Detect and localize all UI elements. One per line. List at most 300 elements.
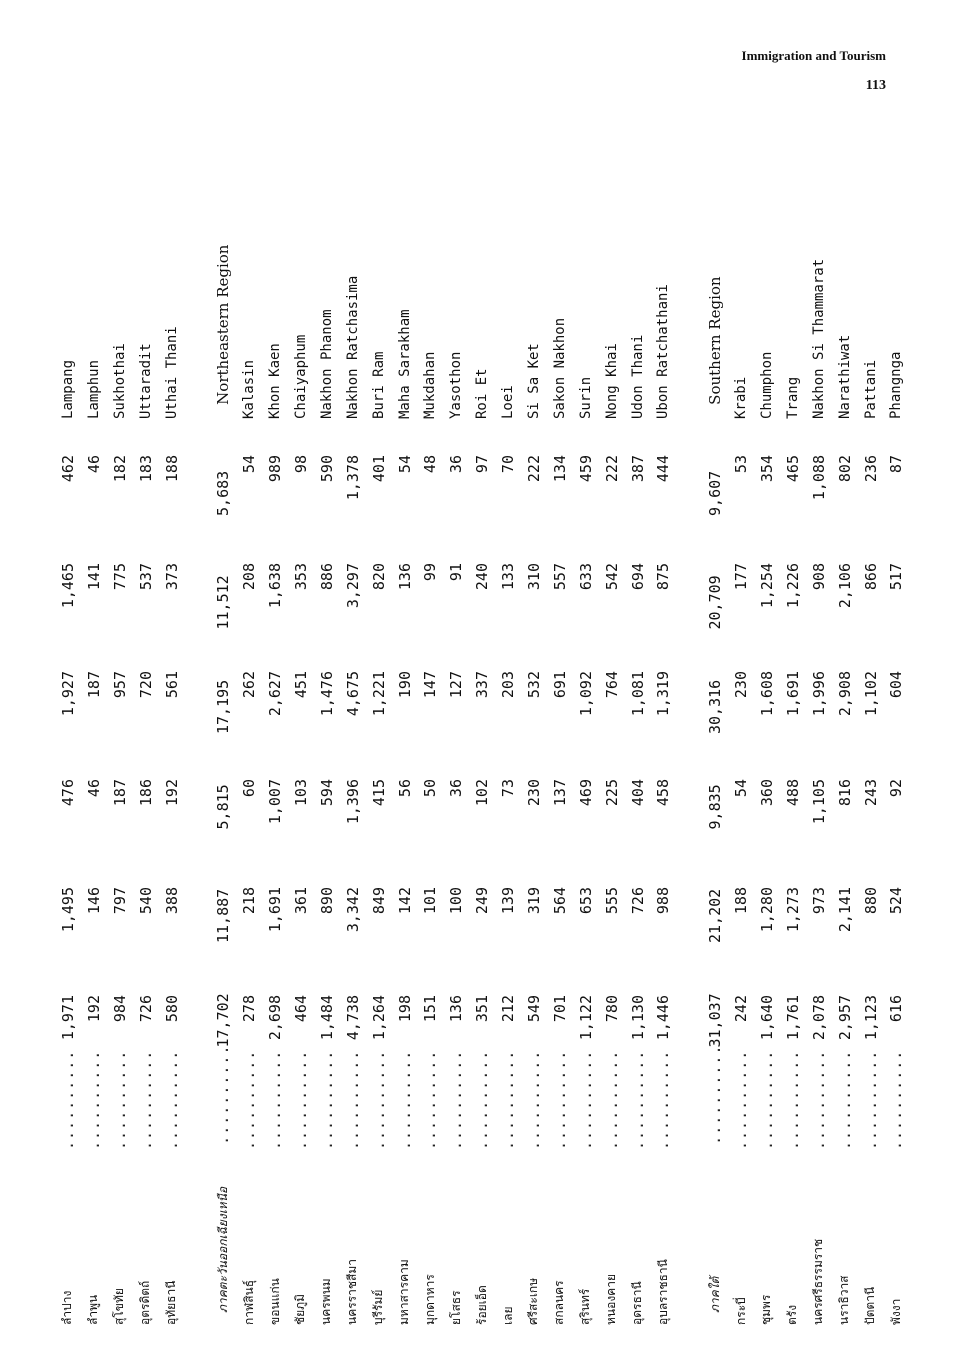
value-cell-c3: 187 bbox=[110, 779, 129, 807]
value-cell-c5: 537 bbox=[136, 563, 155, 591]
dot-leader: .......... bbox=[757, 1049, 776, 1150]
value-cell-c1: 580 bbox=[162, 995, 181, 1023]
table-row bbox=[469, 155, 495, 1325]
value-cell-c5: 557 bbox=[550, 563, 569, 591]
value-cell-c6: 46 bbox=[84, 455, 103, 474]
value-cell-c6: 236 bbox=[861, 455, 880, 483]
value-cell-c4: 1,319 bbox=[654, 671, 673, 717]
value-cell-c5: 373 bbox=[162, 563, 181, 591]
value-cell-c3: 36 bbox=[447, 779, 466, 798]
value-cell-c6: 590 bbox=[317, 455, 336, 483]
value-cell-c4: 532 bbox=[524, 671, 543, 699]
thai-province-name: นครศรีธรรมราช bbox=[811, 1238, 826, 1325]
value-cell-c6: 354 bbox=[757, 455, 776, 483]
row-spacer bbox=[184, 155, 210, 1325]
value-cell-c5: 99 bbox=[421, 563, 440, 582]
value-cell-c4: 2,627 bbox=[266, 671, 285, 717]
value-cell-c6: 989 bbox=[266, 455, 285, 483]
value-cell-c2: 249 bbox=[473, 887, 492, 915]
region-total-row bbox=[702, 155, 728, 1325]
value-cell-c1: 701 bbox=[550, 995, 569, 1023]
table-row bbox=[443, 155, 469, 1325]
value-cell-c2: 973 bbox=[809, 887, 828, 915]
value-cell-c5: 542 bbox=[602, 563, 621, 591]
thai-province-name: ลำปาง bbox=[60, 1290, 75, 1325]
value-cell-c4: 957 bbox=[110, 671, 129, 699]
english-province-name: Nakhon Ratchasima bbox=[344, 275, 361, 419]
value-cell-c5: 11,512 bbox=[214, 575, 233, 630]
english-province-name: Uthai Thani bbox=[163, 326, 180, 419]
dot-leader: .......... bbox=[550, 1049, 569, 1150]
thai-province-name: สุโขทัย bbox=[112, 1288, 127, 1325]
table-row bbox=[754, 155, 780, 1325]
value-cell-c2: 100 bbox=[447, 887, 466, 915]
english-province-name: Southern Region bbox=[706, 276, 725, 405]
english-province-name: Pattani bbox=[862, 359, 879, 419]
value-cell-c3: 60 bbox=[240, 779, 259, 798]
value-cell-c6: 87 bbox=[887, 455, 906, 474]
value-cell-c3: 54 bbox=[732, 779, 751, 798]
dot-leader: .......... bbox=[291, 1049, 310, 1150]
value-cell-c6: 222 bbox=[524, 455, 543, 483]
dot-leader: .......... bbox=[654, 1049, 673, 1150]
table-row bbox=[55, 155, 81, 1325]
english-province-name: Phangnga bbox=[888, 351, 905, 419]
region-total-row bbox=[210, 155, 236, 1325]
value-cell-c2: 880 bbox=[861, 887, 880, 915]
value-cell-c2: 524 bbox=[887, 887, 906, 915]
value-cell-c6: 465 bbox=[783, 455, 802, 483]
value-cell-c3: 103 bbox=[291, 779, 310, 807]
value-cell-c2: 319 bbox=[524, 887, 543, 915]
value-cell-c3: 5,815 bbox=[214, 784, 233, 830]
value-cell-c1: 984 bbox=[110, 995, 129, 1023]
thai-province-name: นครราชสีมา bbox=[345, 1259, 360, 1325]
dot-leader: .......... bbox=[576, 1049, 595, 1150]
value-cell-c4: 1,927 bbox=[58, 671, 77, 717]
value-cell-c6: 53 bbox=[732, 455, 751, 474]
value-cell-c4: 147 bbox=[421, 671, 440, 699]
value-cell-c6: 54 bbox=[240, 455, 259, 474]
thai-province-name: อุดรธานี bbox=[630, 1281, 645, 1325]
english-province-name: Loei bbox=[500, 385, 517, 419]
value-cell-c2: 1,273 bbox=[783, 887, 802, 933]
thai-province-name: กระบี่ bbox=[733, 1297, 748, 1325]
table-row bbox=[884, 155, 910, 1325]
value-cell-c3: 458 bbox=[654, 779, 673, 807]
table-row bbox=[806, 155, 832, 1325]
value-cell-c1: 17,702 bbox=[214, 993, 233, 1048]
dot-leader: .......... bbox=[58, 1049, 77, 1150]
dot-leader: .......... bbox=[447, 1049, 466, 1150]
english-province-name: Lamphun bbox=[85, 359, 102, 419]
english-province-name: Ubon Ratchathani bbox=[655, 284, 672, 419]
value-cell-c2: 1,691 bbox=[266, 887, 285, 933]
dot-leader: .......... bbox=[628, 1049, 647, 1150]
value-cell-c6: 183 bbox=[136, 455, 155, 483]
value-cell-c6: 387 bbox=[628, 455, 647, 483]
value-cell-c6: 134 bbox=[550, 455, 569, 483]
value-cell-c3: 816 bbox=[835, 779, 854, 807]
value-cell-c2: 218 bbox=[240, 887, 259, 915]
value-cell-c3: 73 bbox=[499, 779, 518, 798]
thai-province-name: สกลนคร bbox=[552, 1280, 567, 1325]
english-province-name: Lampang bbox=[59, 359, 76, 419]
value-cell-c3: 404 bbox=[628, 779, 647, 807]
thai-province-name: ตรัง bbox=[785, 1304, 800, 1325]
value-cell-c1: 242 bbox=[732, 995, 751, 1023]
value-cell-c3: 50 bbox=[421, 779, 440, 798]
value-cell-c5: 91 bbox=[447, 563, 466, 582]
english-province-name: Yasothon bbox=[448, 351, 465, 419]
value-cell-c3: 1,105 bbox=[809, 779, 828, 825]
english-province-name: Trang bbox=[784, 376, 801, 419]
value-cell-c4: 17,195 bbox=[214, 679, 233, 735]
value-cell-c6: 70 bbox=[499, 455, 518, 474]
value-cell-c1: 1,130 bbox=[628, 995, 647, 1041]
value-cell-c3: 415 bbox=[369, 779, 388, 807]
value-cell-c4: 337 bbox=[473, 671, 492, 699]
value-cell-c1: 198 bbox=[395, 995, 414, 1023]
value-cell-c6: 802 bbox=[835, 455, 854, 483]
value-cell-c6: 9,607 bbox=[706, 470, 725, 516]
value-cell-c4: 2,908 bbox=[835, 671, 854, 717]
value-cell-c2: 2,141 bbox=[835, 887, 854, 933]
value-cell-c2: 849 bbox=[369, 887, 388, 915]
value-cell-c5: 3,297 bbox=[343, 563, 362, 609]
thai-province-name: มหาสารคาม bbox=[397, 1259, 412, 1325]
english-province-name: Chaiyaphum bbox=[292, 334, 309, 419]
value-cell-c1: 549 bbox=[524, 995, 543, 1023]
value-cell-c1: 351 bbox=[473, 995, 492, 1023]
thai-province-name: ศรีสะเกษ bbox=[526, 1277, 541, 1325]
thai-province-name: มุกดาหาร bbox=[422, 1274, 437, 1325]
english-province-name: Buri Ram bbox=[370, 351, 387, 419]
value-cell-c5: 177 bbox=[732, 563, 751, 591]
row-spacer bbox=[676, 155, 702, 1325]
value-cell-c6: 462 bbox=[58, 455, 77, 483]
value-cell-c5: 310 bbox=[524, 563, 543, 591]
english-province-name: Nong Khai bbox=[603, 343, 620, 419]
dot-leader: .......... bbox=[499, 1049, 518, 1150]
value-cell-c5: 208 bbox=[240, 563, 259, 591]
value-cell-c5: 886 bbox=[317, 563, 336, 591]
value-cell-c4: 561 bbox=[162, 671, 181, 699]
table-row bbox=[366, 155, 392, 1325]
dot-leader: .......... bbox=[84, 1049, 103, 1150]
value-cell-c2: 361 bbox=[291, 887, 310, 915]
thai-province-name: ภาคใต้ bbox=[707, 1276, 722, 1313]
dot-leader: .......... bbox=[136, 1049, 155, 1150]
value-cell-c1: 136 bbox=[447, 995, 466, 1023]
value-cell-c5: 141 bbox=[84, 563, 103, 591]
thai-province-name: ชัยภูมิ bbox=[293, 1294, 308, 1325]
value-cell-c3: 102 bbox=[473, 779, 492, 807]
value-cell-c6: 444 bbox=[654, 455, 673, 483]
value-cell-c3: 1,007 bbox=[266, 779, 285, 825]
table-row bbox=[625, 155, 651, 1325]
thai-province-name: ปัตตานี bbox=[863, 1286, 878, 1325]
value-cell-c4: 262 bbox=[240, 671, 259, 699]
value-cell-c5: 633 bbox=[576, 563, 595, 591]
table-row bbox=[521, 155, 547, 1325]
page-header bbox=[742, 48, 886, 94]
value-cell-c5: 875 bbox=[654, 563, 673, 591]
english-province-name: Roi Et bbox=[474, 368, 491, 419]
value-cell-c4: 764 bbox=[602, 671, 621, 699]
value-cell-c2: 142 bbox=[395, 887, 414, 915]
table-row bbox=[262, 155, 288, 1325]
thai-province-name: บุรีรัมย์ bbox=[371, 1289, 386, 1325]
dot-leader: .......... bbox=[266, 1049, 285, 1150]
value-cell-c1: 278 bbox=[240, 995, 259, 1023]
value-cell-c4: 30,316 bbox=[706, 679, 725, 735]
value-cell-c6: 36 bbox=[447, 455, 466, 474]
table-row bbox=[133, 155, 159, 1325]
value-cell-c6: 48 bbox=[421, 455, 440, 474]
value-cell-c1: 780 bbox=[602, 995, 621, 1023]
value-cell-c2: 653 bbox=[576, 887, 595, 915]
value-cell-c4: 1,608 bbox=[757, 671, 776, 717]
table-row bbox=[417, 155, 443, 1325]
english-province-name: Northeastern Region bbox=[214, 244, 233, 405]
value-cell-c5: 775 bbox=[110, 563, 129, 591]
value-cell-c3: 243 bbox=[861, 779, 880, 807]
thai-province-name: ยโสธร bbox=[448, 1290, 463, 1325]
value-cell-c6: 459 bbox=[576, 455, 595, 483]
value-cell-c1: 464 bbox=[291, 995, 310, 1023]
value-cell-c6: 5,683 bbox=[214, 470, 233, 516]
table-row bbox=[547, 155, 573, 1325]
value-cell-c3: 137 bbox=[550, 779, 569, 807]
value-cell-c1: 1,123 bbox=[861, 995, 880, 1041]
value-cell-c1: 1,484 bbox=[317, 995, 336, 1041]
value-cell-c5: 240 bbox=[473, 563, 492, 591]
value-cell-c1: 2,957 bbox=[835, 995, 854, 1041]
value-cell-c2: 1,280 bbox=[757, 887, 776, 933]
table-row bbox=[236, 155, 262, 1325]
thai-province-name: ร้อยเอ็ด bbox=[474, 1285, 489, 1325]
value-cell-c2: 146 bbox=[84, 887, 103, 915]
value-cell-c3: 46 bbox=[84, 779, 103, 798]
dot-leader: .......... bbox=[214, 1044, 233, 1145]
value-cell-c2: 188 bbox=[732, 887, 751, 915]
value-cell-c2: 555 bbox=[602, 887, 621, 915]
value-cell-c4: 1,476 bbox=[317, 671, 336, 717]
english-province-name: Udon Thani bbox=[629, 334, 646, 419]
english-province-name: Surin bbox=[577, 376, 594, 419]
value-cell-c5: 820 bbox=[369, 563, 388, 591]
thai-province-name: สุรินทร์ bbox=[578, 1288, 593, 1325]
table-row bbox=[288, 155, 314, 1325]
dot-leader: .......... bbox=[887, 1049, 906, 1150]
value-cell-c1: 1,640 bbox=[757, 995, 776, 1041]
running-title: Immigration and Tourism bbox=[741, 48, 886, 63]
thai-province-name: ลำพูน bbox=[86, 1294, 101, 1325]
page-number: 113 bbox=[865, 78, 886, 93]
thai-province-name: นครพนม bbox=[319, 1278, 334, 1325]
english-province-name: Nakhon Si Thammarat bbox=[810, 258, 827, 419]
value-cell-c5: 1,226 bbox=[783, 563, 802, 609]
value-cell-c4: 451 bbox=[291, 671, 310, 699]
value-cell-c4: 187 bbox=[84, 671, 103, 699]
value-cell-c5: 2,106 bbox=[835, 563, 854, 609]
value-cell-c2: 540 bbox=[136, 887, 155, 915]
value-cell-c4: 1,221 bbox=[369, 671, 388, 717]
english-province-name: Si Sa Ket bbox=[525, 343, 542, 419]
table-row bbox=[340, 155, 366, 1325]
thai-province-name: นราธิวาส bbox=[837, 1275, 852, 1325]
english-province-name: Khon Kaen bbox=[267, 343, 284, 419]
dot-leader: .......... bbox=[110, 1049, 129, 1150]
value-cell-c2: 139 bbox=[499, 887, 518, 915]
value-cell-c2: 564 bbox=[550, 887, 569, 915]
table-row bbox=[728, 155, 754, 1325]
value-cell-c6: 97 bbox=[473, 455, 492, 474]
value-cell-c4: 691 bbox=[550, 671, 569, 699]
value-cell-c4: 1,691 bbox=[783, 671, 802, 717]
dot-leader: .......... bbox=[783, 1049, 802, 1150]
value-cell-c3: 225 bbox=[602, 779, 621, 807]
value-cell-c3: 488 bbox=[783, 779, 802, 807]
dot-leader: .......... bbox=[369, 1049, 388, 1150]
english-province-name: Sakon Nakhon bbox=[551, 317, 568, 419]
english-province-name: Kalasin bbox=[241, 359, 258, 419]
value-cell-c6: 401 bbox=[369, 455, 388, 483]
table-row bbox=[573, 155, 599, 1325]
table-row bbox=[650, 155, 676, 1325]
thai-province-name: อุตรดิตถ์ bbox=[138, 1280, 153, 1325]
table-row bbox=[599, 155, 625, 1325]
value-cell-c3: 186 bbox=[136, 779, 155, 807]
value-cell-c2: 797 bbox=[110, 887, 129, 915]
value-cell-c6: 1,088 bbox=[809, 455, 828, 501]
value-cell-c3: 230 bbox=[524, 779, 543, 807]
dot-leader: .......... bbox=[809, 1049, 828, 1150]
value-cell-c1: 192 bbox=[84, 995, 103, 1023]
thai-province-name: กาฬสินธุ์ bbox=[241, 1279, 256, 1325]
value-cell-c3: 92 bbox=[887, 779, 906, 798]
dot-leader: .......... bbox=[524, 1049, 543, 1150]
value-cell-c2: 11,887 bbox=[214, 888, 233, 944]
value-cell-c5: 1,254 bbox=[757, 563, 776, 609]
dot-leader: .......... bbox=[343, 1049, 362, 1150]
value-cell-c4: 230 bbox=[732, 671, 751, 699]
table-row bbox=[858, 155, 884, 1325]
value-cell-c3: 360 bbox=[757, 779, 776, 807]
value-cell-c2: 3,342 bbox=[343, 887, 362, 933]
value-cell-c1: 616 bbox=[887, 995, 906, 1023]
value-cell-c3: 594 bbox=[317, 779, 336, 807]
table-row bbox=[159, 155, 185, 1325]
value-cell-c5: 20,709 bbox=[706, 575, 725, 630]
value-cell-c1: 31,037 bbox=[706, 993, 725, 1048]
thai-province-name: ขอนแก่น bbox=[267, 1278, 282, 1325]
value-cell-c1: 151 bbox=[421, 995, 440, 1023]
dot-leader: .......... bbox=[835, 1049, 854, 1150]
dot-leader: .......... bbox=[706, 1044, 725, 1145]
value-cell-c4: 1,092 bbox=[576, 671, 595, 717]
value-cell-c1: 1,446 bbox=[654, 995, 673, 1041]
value-cell-c6: 188 bbox=[162, 455, 181, 483]
value-cell-c3: 1,396 bbox=[343, 779, 362, 825]
value-cell-c2: 890 bbox=[317, 887, 336, 915]
value-cell-c3: 192 bbox=[162, 779, 181, 807]
value-cell-c1: 212 bbox=[499, 995, 518, 1023]
english-province-name: Chumphon bbox=[758, 351, 775, 419]
thai-province-name: หนองคาย bbox=[604, 1274, 619, 1325]
english-province-name: Mukdahan bbox=[422, 351, 439, 419]
dot-leader: .......... bbox=[162, 1049, 181, 1150]
value-cell-c2: 101 bbox=[421, 887, 440, 915]
english-province-name: Uttaradit bbox=[137, 343, 154, 419]
value-cell-c6: 54 bbox=[395, 455, 414, 474]
value-cell-c5: 517 bbox=[887, 563, 906, 591]
value-cell-c6: 98 bbox=[291, 455, 310, 474]
dot-leader: .......... bbox=[317, 1049, 336, 1150]
value-cell-c3: 56 bbox=[395, 779, 414, 798]
value-cell-c5: 866 bbox=[861, 563, 880, 591]
value-cell-c5: 133 bbox=[499, 563, 518, 591]
table-row bbox=[81, 155, 107, 1325]
table-row bbox=[832, 155, 858, 1325]
value-cell-c6: 182 bbox=[110, 455, 129, 483]
english-province-name: Narathiwat bbox=[836, 334, 853, 419]
value-cell-c2: 726 bbox=[628, 887, 647, 915]
table-row bbox=[107, 155, 133, 1325]
value-cell-c3: 469 bbox=[576, 779, 595, 807]
english-province-name: Sukhothai bbox=[111, 343, 128, 419]
value-cell-c5: 1,465 bbox=[58, 563, 77, 609]
value-cell-c6: 1,378 bbox=[343, 455, 362, 501]
value-cell-c4: 604 bbox=[887, 671, 906, 699]
value-cell-c1: 1,264 bbox=[369, 995, 388, 1041]
value-cell-c1: 2,698 bbox=[266, 995, 285, 1041]
dot-leader: .......... bbox=[732, 1049, 751, 1150]
value-cell-c4: 203 bbox=[499, 671, 518, 699]
value-cell-c6: 222 bbox=[602, 455, 621, 483]
thai-province-name: อุทัยธานี bbox=[164, 1280, 178, 1325]
value-cell-c5: 694 bbox=[628, 563, 647, 591]
table-row bbox=[780, 155, 806, 1325]
thai-province-name: เลย bbox=[500, 1306, 515, 1325]
table-row bbox=[392, 155, 418, 1325]
dot-leader: .......... bbox=[602, 1049, 621, 1150]
value-cell-c1: 2,078 bbox=[809, 995, 828, 1041]
value-cell-c5: 136 bbox=[395, 563, 414, 591]
value-cell-c5: 908 bbox=[809, 563, 828, 591]
dot-leader: .......... bbox=[473, 1049, 492, 1150]
value-cell-c5: 353 bbox=[291, 563, 310, 591]
value-cell-c4: 190 bbox=[395, 671, 414, 699]
english-province-name: Krabi bbox=[733, 376, 750, 419]
value-cell-c1: 1,971 bbox=[58, 995, 77, 1041]
english-province-name: Nakhon Phanom bbox=[318, 309, 335, 419]
value-cell-c1: 4,738 bbox=[343, 995, 362, 1041]
value-cell-c4: 1,081 bbox=[628, 671, 647, 717]
value-cell-c1: 1,761 bbox=[783, 995, 802, 1041]
value-cell-c3: 476 bbox=[58, 779, 77, 807]
dot-leader: .......... bbox=[421, 1049, 440, 1150]
thai-province-name: พังงา bbox=[888, 1298, 903, 1325]
value-cell-c1: 726 bbox=[136, 995, 155, 1023]
english-province-name: Maha Sarakham bbox=[396, 309, 413, 419]
table-row bbox=[314, 155, 340, 1325]
thai-province-name: ภาคตะวันออกเฉียงเหนือ bbox=[215, 1186, 230, 1313]
dot-leader: .......... bbox=[861, 1049, 880, 1150]
statistics-table bbox=[55, 155, 906, 1325]
value-cell-c1: 1,122 bbox=[576, 995, 595, 1041]
